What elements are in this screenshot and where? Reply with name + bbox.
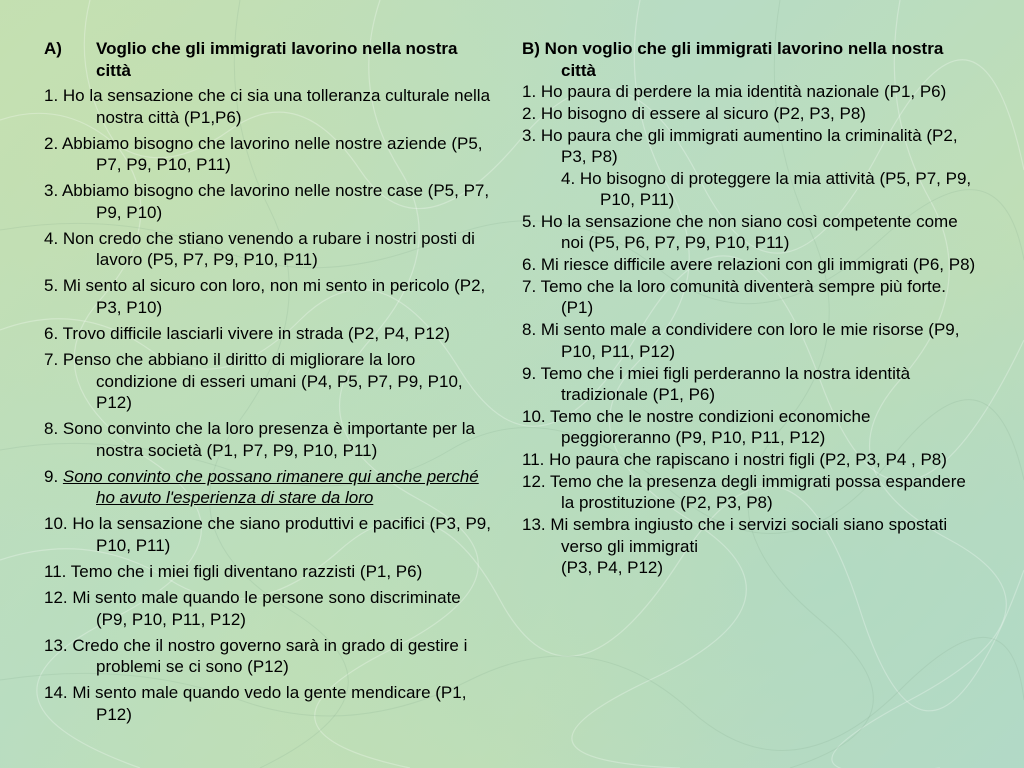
list-item: 9. Temo che i miei figli perderanno la nostra identità tradizionale (P1, P6)	[522, 363, 911, 405]
list-item: 12. Mi sento male quando le persone sono discriminate (P9, P10, P11, P12)	[44, 588, 461, 629]
heading-b: B) Non voglio che gli immigrati lavorino nella nostra città	[522, 39, 944, 80]
heading-a	[44, 38, 496, 81]
list-item: 8. Mi sento male a condividere con loro le mie risorse (P9, P10, P11, P12)	[522, 320, 960, 361]
list-item-text: 3. Ho paura che gli immigrati aumentino la criminalità (P2, P3, P8)	[522, 125, 958, 167]
column-a	[44, 38, 496, 730]
list-item: 11. Ho paura che rapiscano i nostri figli (P2, P3, P4 , P8)	[522, 450, 947, 470]
list-item: 13. Credo che il nostro governo sarà in grado di gestire i problemi se ci sono (P12)	[44, 635, 468, 677]
list-item: 6. Trovo difficile lasciarli vivere in strada (P2, P4, P12)	[44, 323, 450, 343]
heading-a-text: Voglio che gli immigrati lavorino nella nostra città	[96, 39, 458, 80]
list-item: 1. Ho paura di perdere la mia identità nazionale (P1, P6)	[522, 82, 947, 101]
list-item: 10. Ho la sensazione che siano produttivi e pacifici (P3, P9, P10, P11)	[44, 514, 491, 555]
list-item: 5. Mi sento al sicuro con loro, non mi sento in pericolo (P2, P3, P10)	[44, 276, 486, 317]
list-item: 4. Non credo che stiano venendo a rubare i nostri posti di lavoro (P5, P7, P9, P10, P11)	[44, 228, 475, 270]
list-item: 3. Abbiamo bisogno che lavorino nelle nostre case (P5, P7, P9, P10)	[44, 181, 490, 222]
list-item: 2. Abbiamo bisogno che lavorino nelle nostre aziende (P5, P7, P9, P10, P11)	[44, 133, 483, 175]
list-item-text: 13. Mi sembra ingiusto che i servizi sociali siano spostati verso gli immigrati	[522, 515, 948, 556]
list-item-with-sub	[522, 514, 982, 579]
list-item-prefix: 9.	[44, 466, 63, 486]
list-item: 6. Mi riesce difficile avere relazioni con gli immigrati (P6, P8)	[522, 255, 976, 275]
list-item: 5. Ho la sensazione che non siano così competente come noi (P5, P6, P7, P9, P10, P11)	[522, 211, 958, 253]
list-item: 14. Mi sento male quando vedo la gente mendicare (P1, P12)	[44, 683, 467, 724]
column-b	[522, 38, 982, 579]
list-item-subtext: 4. Ho bisogno di proteggere la mia attività (P5, P7, P9, P10, P11)	[561, 168, 972, 210]
list-item: 11. Temo che i miei figli diventano razzisti (P1, P6)	[44, 561, 423, 581]
list-item: 12. Temo che la presenza degli immigrati possa espandere la prostituzione (P2, P3, P8)	[522, 471, 966, 513]
list-item-emphasis: Sono convinto che possano rimanere qui anche perché ho avuto l'esperienza di stare da loro	[62, 466, 479, 508]
list-item: 2. Ho bisogno di essere al sicuro (P2, P3, P8)	[522, 103, 866, 123]
list-item-with-sub	[522, 125, 982, 211]
list-item: 10. Temo che le nostre condizioni economiche peggioreranno (P9, P10, P11, P12)	[522, 406, 871, 448]
list-item-emphasized	[44, 466, 496, 509]
list-item: 8. Sono convinto che la loro presenza è importante per la nostra società (P1, P7, P9, P10, P11)	[44, 419, 475, 460]
list-item-subtext: (P3, P4, P12)	[561, 558, 664, 578]
list-item: 7. Temo che la loro comunità diventerà sempre più forte. (P1)	[522, 276, 946, 318]
list-item: 1. Ho la sensazione che ci sia una tolleranza culturale nella nostra città (P1,P6)	[44, 86, 491, 127]
list-item: 7. Penso che abbiano il diritto di migliorare la loro condizione di esseri umani (P4, P5, P7, P9, P10, P12)	[44, 350, 463, 413]
heading-a-marker: A)	[44, 39, 62, 58]
